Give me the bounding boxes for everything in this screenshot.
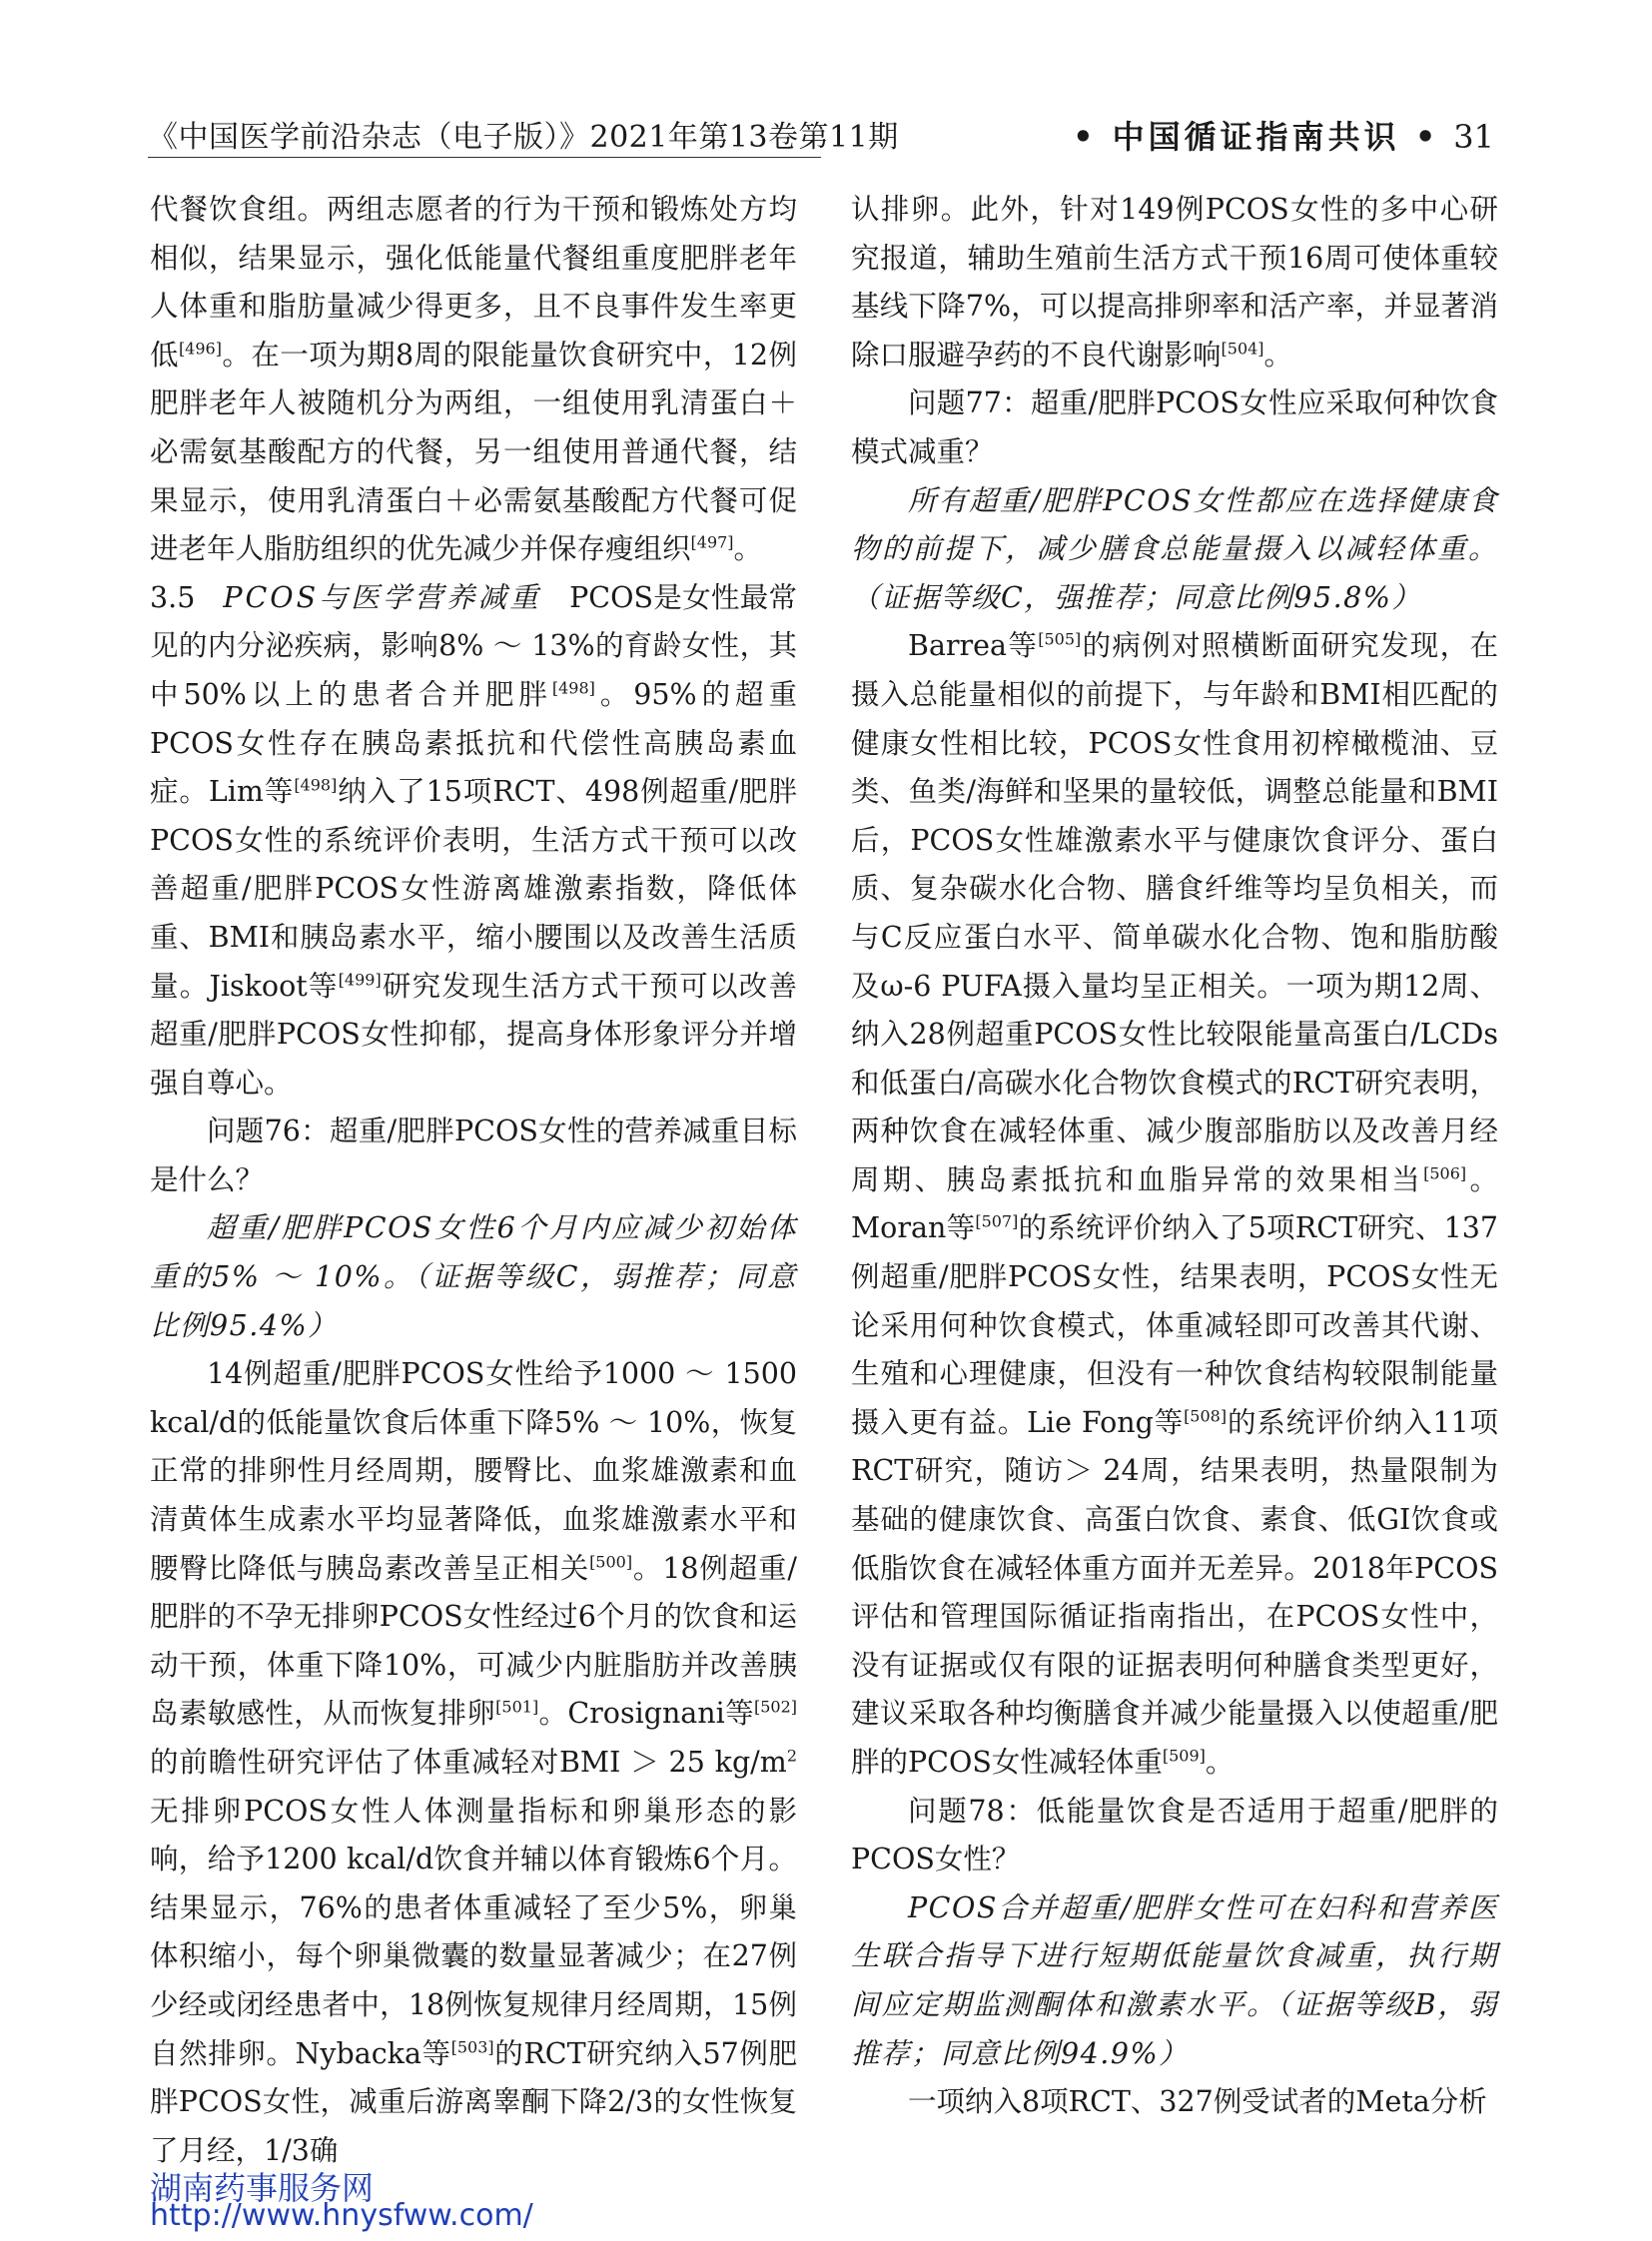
citation: [507] bbox=[975, 1211, 1019, 1231]
question-77: 问题77：超重/肥胖PCOS女性应采取何种饮食模式减重？ bbox=[851, 386, 1498, 468]
citation: [499] bbox=[338, 970, 382, 989]
citation: [496] bbox=[178, 339, 222, 359]
citation: [505] bbox=[1038, 629, 1082, 649]
citation: [503] bbox=[450, 2037, 494, 2057]
paragraph: 认排卵。此外，针对149例PCOS女性的多中心研究报道，辅助生殖前生活方式干预16周可使体重较基线下降7%，可以提高排卵率和活产率，并显著消除口服避孕药的不良代谢影响[504]。 bbox=[851, 193, 1498, 372]
citation: [497] bbox=[690, 532, 734, 552]
page-number: 31 bbox=[1453, 118, 1494, 156]
citation: [509] bbox=[1162, 1746, 1206, 1766]
section-number: 3.5 bbox=[150, 580, 196, 614]
paragraph: 14例超重/肥胖PCOS女性给予1000 ～ 1500 kcal/d的低能量饮食后体重下降5% ～ 10%，恢复正常的排卵性月经周期，腰臀比、血浆雄激素和血清黄体生成素水平均显著降低，血浆雄激素水平和腰臀比降低与胰岛素改善呈正相关[500]。18例超重/肥胖的不孕无排卵PCOS女性经过6个月的饮食和运动干预，体重下降10%，可减少内脏脂肪并改善胰岛素敏感性，从而恢复排卵[501]。Crosignani等[502]的前瞻性研究评估了体重减轻对BMI ＞ 25 $kg/m^2$无排卵PCOS女性人体测量指标和卵巢形态的影响，给予1200 kcal/d饮食并辅以体育锻炼6个月。结果显示，76%的患者体重减轻了至少5%，卵巢体积缩小，每个卵巢微囊的数量显著减少；在27例少经或闭经患者中，18例恢复规律月经周期，15例自然排卵。Nybacka等[503]的RCT研究纳入57例肥胖PCOS女性，减重后游离睾酮下降2/3的女性恢复了月经，1/3确 bbox=[150, 1357, 797, 2167]
paragraph: 代餐饮食组。两组志愿者的行为干预和锻炼处方均相似，结果显示，强化低能量代餐组重度肥胖老年人体重和脂肪量减少得更多，且不良事件发生率更低[496]。在一项为期8周的限能量饮食研究中，12例肥胖老年人被随机分为两组，一组使用乳清蛋白＋必需氨基酸配方的代餐，另一组使用普通代餐，结果显示，使用乳清蛋白＋必需氨基酸配方代餐可促进老年人脂肪组织的优先减少并保存瘦组织[497]。 bbox=[150, 193, 797, 566]
citation: [501] bbox=[495, 1697, 539, 1717]
section-paragraph: 3.5 PCOS与医学营养减重 PCOS是女性最常见的内分泌疾病，影响8% ～ 13%的育龄女性，其中50%以上的患者合并肥胖[498]。95%的超重PCOS女性存在胰岛素抵抗和代偿性高胰岛素血症。Lim等[498]纳入了15项RCT、498例超重/肥胖PCOS女性的系统评价表明，生活方式干预可以改善超重/肥胖PCOS女性游离雄激素指数，降低体重、BMI和胰岛素水平，缩小腰围以及改善生活质量。Jiskoot等[499]研究发现生活方式干预可以改善超重/肥胖PCOS女性抑郁，提高身体形象评分并增强自尊心。 bbox=[150, 580, 798, 1100]
recommendation-77: 所有超重/肥胖PCOS女性都应在选择健康食物的前提下，减少膳食总能量摄入以减轻体重。（证据等级C，强推荐；同意比例95.8%） bbox=[851, 483, 1498, 614]
superscript: 2 bbox=[786, 1746, 797, 1766]
citation: [500] bbox=[589, 1552, 633, 1572]
watermark-site-name: 湖南药事服务网 bbox=[150, 2169, 375, 2207]
citation: [502] bbox=[753, 1697, 797, 1717]
section-label: • 中国循证指南共识 • bbox=[1073, 118, 1440, 156]
section-title: PCOS与医学营养减重 bbox=[223, 580, 542, 614]
citation: [498] bbox=[294, 775, 338, 795]
recommendation-76: 超重/肥胖PCOS女性6个月内应减少初始体重的5% ～ 10%。（证据等级C，弱推荐；同意比例95.4%） bbox=[150, 1211, 797, 1342]
recommendation-78: PCOS合并超重/肥胖女性可在妇科和营养医生联合指导下进行短期低能量饮食减重，执行期间应定期监测酮体和激素水平。（证据等级B，弱推荐；同意比例94.9%） bbox=[851, 1890, 1498, 2070]
paragraph: 一项纳入8项RCT、327例受试者的Meta分析 bbox=[908, 2085, 1487, 2119]
citation: [504] bbox=[1221, 339, 1264, 359]
right-column bbox=[851, 186, 1498, 2127]
section-header bbox=[1073, 112, 1494, 158]
citation: [498] bbox=[551, 678, 595, 698]
question-76: 问题76：超重/肥胖PCOS女性的营养减重目标是什么？ bbox=[150, 1115, 797, 1196]
journal-header: 《中国医学前沿杂志（电子版）》2021年第13卷第11期 bbox=[148, 120, 899, 155]
header-rule bbox=[148, 157, 821, 158]
paragraph: Barrea等[505]的病例对照横断面研究发现，在摄入总能量相似的前提下，与年龄和BMI相匹配的健康女性相比较，PCOS女性食用初榨橄榄油、豆类、鱼类/海鲜和坚果的量较低，调整总能量和BMI后，PCOS女性雄激素水平与健康饮食评分、蛋白质、复杂碳水化合物、膳食纤维等均呈负相关，而与C反应蛋白水平、简单碳水化合物、饱和脂肪酸及ω-6 PUFA摄入量均呈正相关。一项为期12周、纳入28例超重PCOS女性比较限能量高蛋白/LCDs和低蛋白/高碳水化合物饮食模式的RCT研究表明，两种饮食在减轻体重、减少腹部脂肪以及改善月经周期、胰岛素抵抗和血脂异常的效果相当[506]。Moran等[507]的系统评价纳入了5项RCT研究、137例超重/肥胖PCOS女性，结果表明，PCOS女性无论采用何种饮食模式，体重减轻即可改善其代谢、生殖和心理健康，但没有一种饮食结构较限制能量摄入更有益。Lie Fong等[508]的系统评价纳入11项RCT研究，随访＞ 24周，结果表明，热量限制为基础的健康饮食、高蛋白饮食、素食、低GI饮食或低脂饮食在减轻体重方面并无差异。2018年PCOS评估和管理国际循证指南指出，在PCOS女性中，没有证据或仅有限的证据表明何种膳食类型更好，建议采取各种均衡膳食并减少能量摄入以使超重/肥胖的PCOS女性减轻体重[509]。 bbox=[851, 629, 1498, 1779]
citation: [508] bbox=[1184, 1406, 1228, 1426]
citation: [506] bbox=[1423, 1163, 1467, 1183]
question-78: 问题78：低能量饮食是否适用于超重/肥胖的PCOS女性？ bbox=[851, 1794, 1498, 1876]
watermark-url[interactable]: http://www.hnysfww.com/ bbox=[150, 2198, 533, 2233]
left-column bbox=[150, 186, 797, 2175]
